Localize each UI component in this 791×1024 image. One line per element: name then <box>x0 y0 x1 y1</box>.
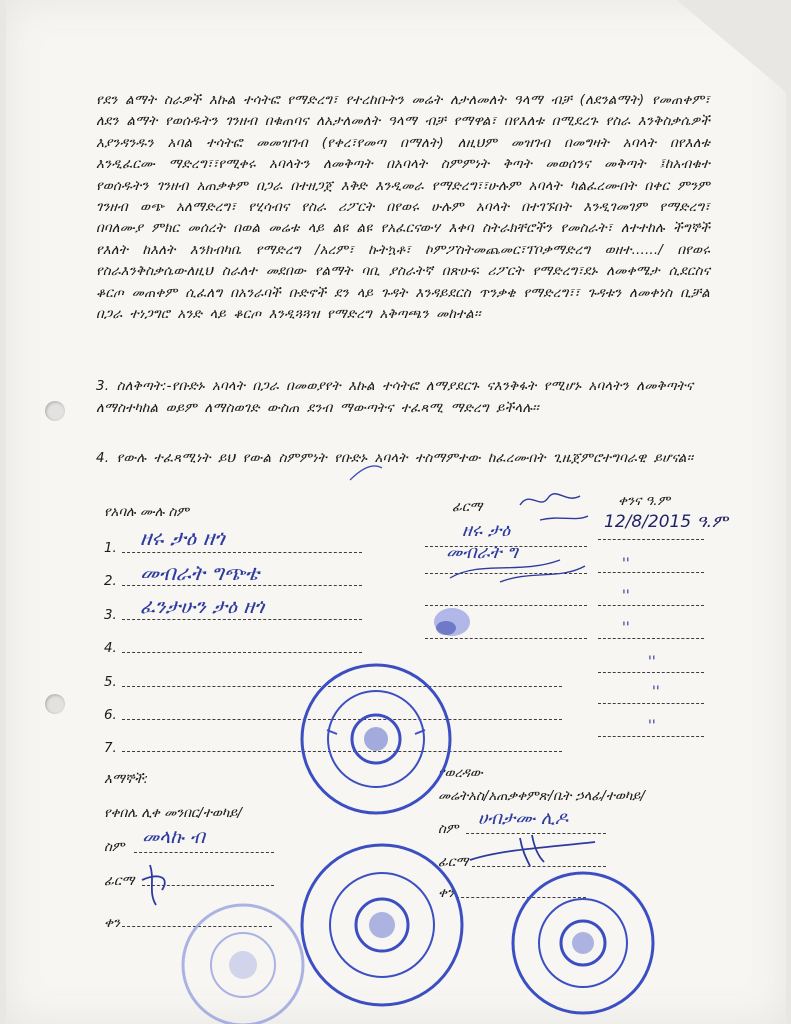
witness-date-label: ቀን <box>104 916 121 931</box>
witness-signature-label: ፊርማ <box>104 874 135 889</box>
official-seal <box>297 660 455 818</box>
member-name-header: የአባሉ ሙሉ ስም <box>104 505 189 520</box>
penalty-clause: 3. ስለቅጣት:-የቡድኑ አባላት በጋራ በመወያየት እኩል ተሳትፎ ለማያደርጉ ናእንቅፋት የሚሆኑ አባላትን ለመቅጣትና ለማስተካከል ወይም ለማስወገድ ውስጠ ደንብ ማውጣትና ተፈጻሚ ማድረግ ይችላሉ፡፡ <box>96 379 694 416</box>
date-header: ቀንና ዓ.ም <box>618 494 671 509</box>
member-date-handwritten: '' <box>622 556 630 572</box>
row-number: 1. <box>104 541 117 556</box>
faded-seal <box>178 900 308 1024</box>
recipient-date-label: ቀን <box>438 886 455 901</box>
official-seal <box>297 840 467 1010</box>
member-date-handwritten: '' <box>652 684 660 700</box>
kebele-chair-role: የቀበሌ ሊቀ መንበር/ተወካይ/ <box>104 806 242 821</box>
member-date-handwritten: '' <box>622 620 630 636</box>
recipient-name-label: ስም <box>438 822 459 837</box>
row-number: 7. <box>104 741 117 756</box>
witness-name-label: ስም <box>104 840 125 855</box>
row-number: 3. <box>104 608 117 623</box>
land-office-role: መሬትአስ/አጠቃቀምጽ/ቤት ኃላፊ/ተወካይ/ <box>438 789 645 804</box>
row-number: 2. <box>104 574 117 589</box>
obligations-paragraph: የደን ልማት ስራዎች እኩል ተሳትፎ የማድረግ፣ የተረከቡትን መሬት ለታለመለት ዓላማ ብቻ (ለደንልማት) የመጠቀም፣ ለደን ልማት የወሰዱትን ገንዘብ በቁጠባና ለአታለመለት ዓላማ ብቻ የማዋል፣ በየእለቱ በሚደረጉ የስራ እንቅስቃሴዎች እያንዳንዱን አባል ተሳትፎ መመዝገብ (የቀረ፣የመጣ በማለት) ለዚህም መዝገብ በመግዛት አባላት በየእለቱ እንዲፈርሙ ማድረግ፣፣የሚቀሩ አባላትን ለመቅጣት በአባላት ስምምነት ቅጣት መወሰንና መቅጣት ፤ከአብቁተ የወሰዱትን ገንዘብ አጠቃቀም በጋራ በተዘጋጀ እቅድ እንዲመራ የማድረግ፣፣ሁሉም አባላት ካልፈረሙበት በቀር ምንም ገንዘብ ወጭ አለማድረግ፣ የሂሳብና የስራ ሪፖርት በየወሩ ሁሉም አባላት በተገኙበት እንዲገመገም የማድረግ፣ በባለሙያ ምክር መሰረት በወል መሬቱ ላይ ልዩ ልዩ የአፈርናውሃ እቀባ ስትራክቸሮችን የመስራት፣ ለተተከሉ ችግኞች የእለት ከእለት እንክብካቤ የማድረግ /አረም፣ ኩትኳቶ፣ ኮምፖስትመጨመር፣ፕቦቃማድረግ ወዘተ....../ በየወሩ የስራእንቅስቃሴውለዚህ ስራለተ መደበው የልማት ባቢ ያስራትኛ በጽሁፍ ሪፖርት የማድረግ፣ደኑ ለመቀሜታ ሲደርስና ቆርጦ መጠቀም ሲፈለግ በአንራባች ቡድኖች ደን ላይ ጉዳት እንዳይደርስ ጥንቃቄ የማድረግ፣፣ ጉዳቱን ለመቀነስ ቢቻል በጋራ ተነጋግሮ አንድ ላይ ቆርጦ እንዲጓጓዝ የማድረግ አቅጣጫን መከተል፡፡ <box>96 93 710 323</box>
member-signature-handwritten: ዘሩ ታዕ <box>462 520 511 541</box>
row-number: 6. <box>104 708 117 723</box>
witnesses-label: እማኞች: <box>104 772 149 787</box>
member-name-handwritten: መብራት ግጭቴ <box>140 561 260 585</box>
row-number: 4. <box>104 641 117 656</box>
member-date-handwritten: '' <box>648 654 656 670</box>
recipient-name-handwritten: ሀብታሙ ሊዶ <box>478 808 568 829</box>
member-date-handwritten: 12/8/2015 ዓ.ም <box>604 512 728 532</box>
recipient-signature-label: ፊርማ <box>438 855 469 870</box>
member-name-handwritten: ዘሩ ታዕ ዘጎ <box>140 526 225 550</box>
member-date-handwritten: '' <box>622 588 630 604</box>
member-name-handwritten: ፈንታሁን ታዕ ዘጎ <box>140 594 265 618</box>
signature-header: ፊርማ <box>452 500 483 515</box>
effectiveness-clause: 4. የውሉ ተፈጻሚነት ይህ የውል ስምምነት የቡድኑ አባላት ተስማምተው ከፈረሙበት ጊዜጀምሮተግባራዊ ይሆናል፡፡ <box>96 451 694 466</box>
member-date-handwritten: '' <box>648 718 656 734</box>
row-number: 5. <box>104 675 117 690</box>
member-signature-handwritten: መብራት ግ <box>446 542 518 563</box>
official-seal <box>508 868 658 1018</box>
woreda-label: የወረዳው <box>438 766 483 781</box>
witness-name-handwritten: መላኩ ብ <box>142 826 205 848</box>
